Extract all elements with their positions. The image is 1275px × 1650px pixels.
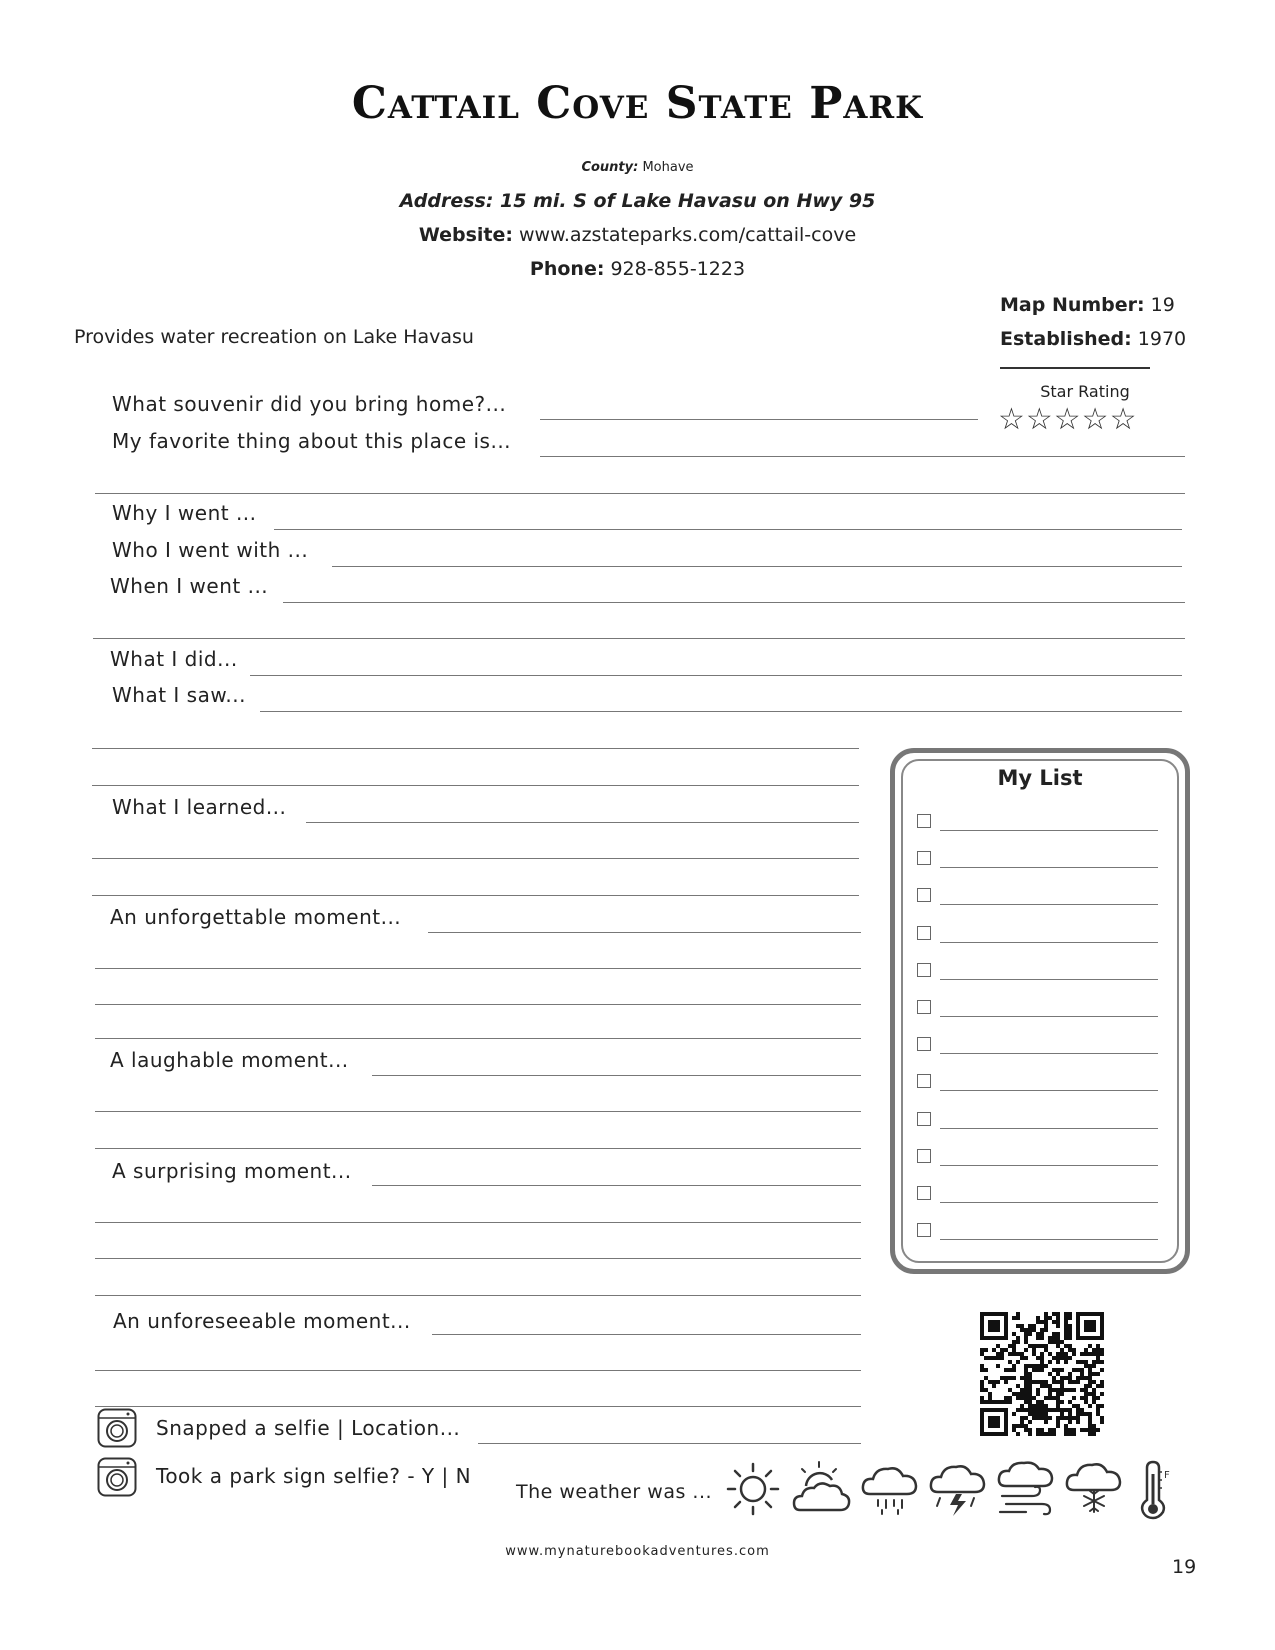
weather-prompt: The weather was ... [516,1481,713,1503]
souvenir-line[interactable] [540,419,978,420]
list-checkbox[interactable] [917,1000,931,1014]
list-checkbox[interactable] [917,888,931,902]
saw-prompt: What I saw... [112,683,246,707]
favorite-line[interactable] [540,456,1185,457]
writing-line[interactable] [95,1004,861,1005]
did-prompt: What I did... [110,647,238,671]
star-rating[interactable]: ☆☆☆☆☆ [998,402,1138,437]
writing-line[interactable] [93,638,1185,639]
camera-icon [97,1457,137,1497]
star-rating-label: Star Rating [1040,382,1130,401]
qr-code[interactable] [980,1312,1104,1436]
established-label: Established: [1000,328,1132,350]
list-line[interactable] [940,904,1158,905]
writing-line[interactable] [95,1295,861,1296]
laughable-line[interactable] [372,1075,861,1076]
map-number [1000,294,1175,316]
phone-label: Phone: [529,258,605,280]
county-line [0,160,1275,175]
list-checkbox[interactable] [917,926,931,940]
list-checkbox[interactable] [917,814,931,828]
list-checkbox[interactable] [917,1223,931,1237]
phone-value: 928-855-1223 [610,258,746,280]
partly-cloudy-icon[interactable] [792,1460,852,1518]
why-prompt: Why I went ... [112,501,257,525]
list-line[interactable] [940,979,1158,980]
list-line[interactable] [940,1053,1158,1054]
sun-icon[interactable] [724,1460,782,1518]
list-checkbox[interactable] [917,1037,931,1051]
list-line[interactable] [940,1016,1158,1017]
writing-line[interactable] [92,748,859,749]
surprising-line[interactable] [372,1185,861,1186]
why-line[interactable] [274,529,1182,530]
laughable-prompt: A laughable moment... [110,1048,349,1072]
list-checkbox[interactable] [917,1149,931,1163]
list-checkbox[interactable] [917,1186,931,1200]
established [1000,328,1186,350]
selfie-line[interactable] [478,1443,861,1444]
list-line[interactable] [940,1128,1158,1129]
list-line[interactable] [940,1239,1158,1240]
writing-line[interactable] [95,1406,861,1407]
writing-line[interactable] [95,1370,861,1371]
who-prompt: Who I went with ... [112,538,309,562]
when-line[interactable] [283,602,1185,603]
writing-line[interactable] [95,1111,861,1112]
did-line[interactable] [250,675,1182,676]
favorite-prompt: My favorite thing about this place is... [112,429,512,453]
map-number-label: Map Number: [1000,294,1145,316]
camera-icon [97,1408,137,1448]
writing-line[interactable] [95,1258,861,1259]
my-list-title: My List [997,766,1083,790]
map-number-value: 19 [1150,294,1175,316]
thermometer-icon[interactable] [1134,1460,1174,1520]
phone-line [0,258,1275,280]
list-checkbox[interactable] [917,963,931,977]
learned-prompt: What I learned... [112,795,287,819]
list-line[interactable] [940,1202,1158,1203]
wind-icon[interactable] [996,1460,1056,1518]
address-line: Address: 15 mi. S of Lake Havasu on Hwy 95 [399,190,876,212]
list-checkbox[interactable] [917,1074,931,1088]
website-value: www.azstateparks.com/cattail-cove [519,224,857,246]
rain-icon[interactable] [860,1460,920,1518]
writing-line[interactable] [92,858,859,859]
list-line[interactable] [940,1165,1158,1166]
list-checkbox[interactable] [917,851,931,865]
page-number: 19 [1172,1556,1197,1578]
who-line[interactable] [332,566,1182,567]
saw-line[interactable] [260,711,1182,712]
writing-line[interactable] [95,1222,861,1223]
footer-url[interactable]: www.mynaturebookadventures.com [505,1544,770,1559]
souvenir-prompt: What souvenir did you bring home?... [112,392,507,416]
list-checkbox[interactable] [917,1112,931,1126]
sign-selfie-prompt: Took a park sign selfie? - Y | N [156,1464,472,1488]
county-value: Mohave [642,160,694,175]
website-line [0,224,1275,246]
unforgettable-prompt: An unforgettable moment... [110,905,402,929]
svg-text:F: F [1164,1470,1170,1481]
my-list-box [890,748,1190,1274]
list-line[interactable] [940,942,1158,943]
page-title: Cattail Cove State Park [351,78,924,129]
unforeseeable-line[interactable] [432,1334,861,1335]
writing-line[interactable] [92,785,859,786]
learned-line[interactable] [306,822,859,823]
writing-line[interactable] [95,493,1185,494]
unforeseeable-prompt: An unforeseeable moment... [113,1309,411,1333]
description: Provides water recreation on Lake Havasu [74,326,474,348]
rating-divider [1000,367,1150,369]
selfie-prompt: Snapped a selfie | Location... [156,1416,461,1440]
snow-icon[interactable] [1064,1460,1124,1518]
established-value: 1970 [1137,328,1187,350]
list-line[interactable] [940,830,1158,831]
writing-line[interactable] [95,1038,861,1039]
writing-line[interactable] [95,1148,861,1149]
surprising-prompt: A surprising moment... [112,1159,352,1183]
storm-icon[interactable] [928,1460,988,1518]
list-line[interactable] [940,1090,1158,1091]
when-prompt: When I went ... [110,574,269,598]
writing-line[interactable] [95,968,861,969]
website-label: Website: [418,224,513,246]
writing-line[interactable] [92,895,859,896]
list-line[interactable] [940,867,1158,868]
county-label: County: [581,160,639,175]
unforgettable-line[interactable] [428,932,861,933]
